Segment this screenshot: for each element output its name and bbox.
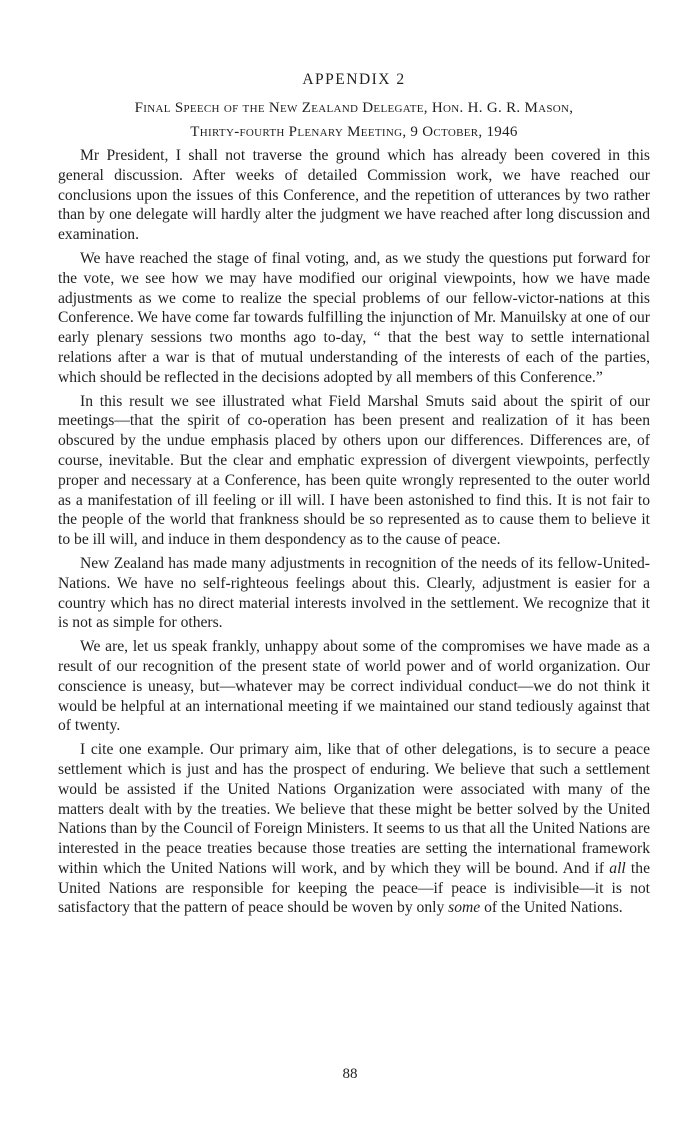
paragraph-1: Mr President, I shall not traverse the ground which has already been covered in this general discussion. After weeks of detailed Commission work, we have reached our conclusions upon the issues of this Conference, and the repetition of utterances by two rather than by one delegate will hardly alter the judgment we have reached after long discussion and examination. xyxy=(58,147,650,244)
paragraph-6 xyxy=(58,740,650,918)
appendix-title: APPENDIX 2 xyxy=(302,71,406,88)
page-number: 88 xyxy=(342,1066,358,1082)
speech-heading-line-1: Final Speech of the New Zealand Delegate, Hon. H. G. R. Mason, xyxy=(134,100,574,116)
paragraph-4: New Zealand has made many adjustments in recognition of the needs of its fellow-United-Nations. We have no self-righteous feelings about this. Clearly, adjustment is easier for a country which has no direct material interests involved in the settlement. We recognize that it is not as simple for others. xyxy=(58,554,650,632)
paragraph-6-part-1: I cite one example. Our primary aim, like that of other delegations, is to secure a peace settlement which is just and has the prospect of enduring. We believe that such a settlement would be assisted if the United Nations Organization were associated with many of the matters dealt with by the treaties. We believe that these might be better solved by the United Nations than by the Council of Foreign Ministers. It seems to us that all the United Nations are interested in the peace treaties because those treaties are setting the international framework within which the United Nations will work, and by which they will be bound. And if xyxy=(58,741,650,877)
emphasis-all: all xyxy=(609,859,626,877)
paragraph-3: In this result we see illustrated what Field Marshal Smuts said about the spirit of our meetings—that the spirit of co-operation has been present and realization of it has been obscured by the undue emphasis placed by others upon our differences. Differences are, of course, inevitable. But the clear and emphatic expression of divergent viewpoints, perfectly proper and necessary at a Conference, has been quite wrongly represented to the outer world as a manifestation of ill feeling or ill will. I have been astonished to find this. It is not fair to the people of the world that frankness should be so represented as to cause them to believe it to be ill will, and induce in them despondency as to the cause of peace. xyxy=(58,392,650,549)
document-page xyxy=(58,70,650,922)
speech-heading-line-2: Thirty-fourth Plenary Meeting, 9 October, 1946 xyxy=(190,124,518,140)
paragraph-6-part-3: of the United Nations. xyxy=(480,899,623,917)
paragraph-5: We are, let us speak frankly, unhappy about some of the compromises we have made as a result of our recognition of the present state of world power and of world organization. Our conscience is uneasy, but—whatever may be correct individual conduct—we do not think it would be helpful at an international meeting if we maintained our stand tediously against that of twenty. xyxy=(58,638,650,735)
emphasis-some: some xyxy=(448,899,481,917)
paragraph-6-part-2: the United Nations are responsible for keeping the peace—if peace is indivisible—it is not satisfactory that the pattern of peace should be woven by only xyxy=(58,859,650,917)
paragraph-2: We have reached the stage of final voting, and, as we study the questions put forward for the vote, we see how we may have modified our original viewpoints, how we have made adjustments as we come to realize the special problems of our fellow-victor-nations at this Conference. We have come far towards fulfilling the injunction of Mr. Manuilsky at one of our early plenary sessions two months ago to-day, “ that the best way to settle international relations after a war is that of mutual understanding of the interests of each of the parties, which should be reflected in the decisions adopted by all members of this Conference.” xyxy=(58,249,650,386)
